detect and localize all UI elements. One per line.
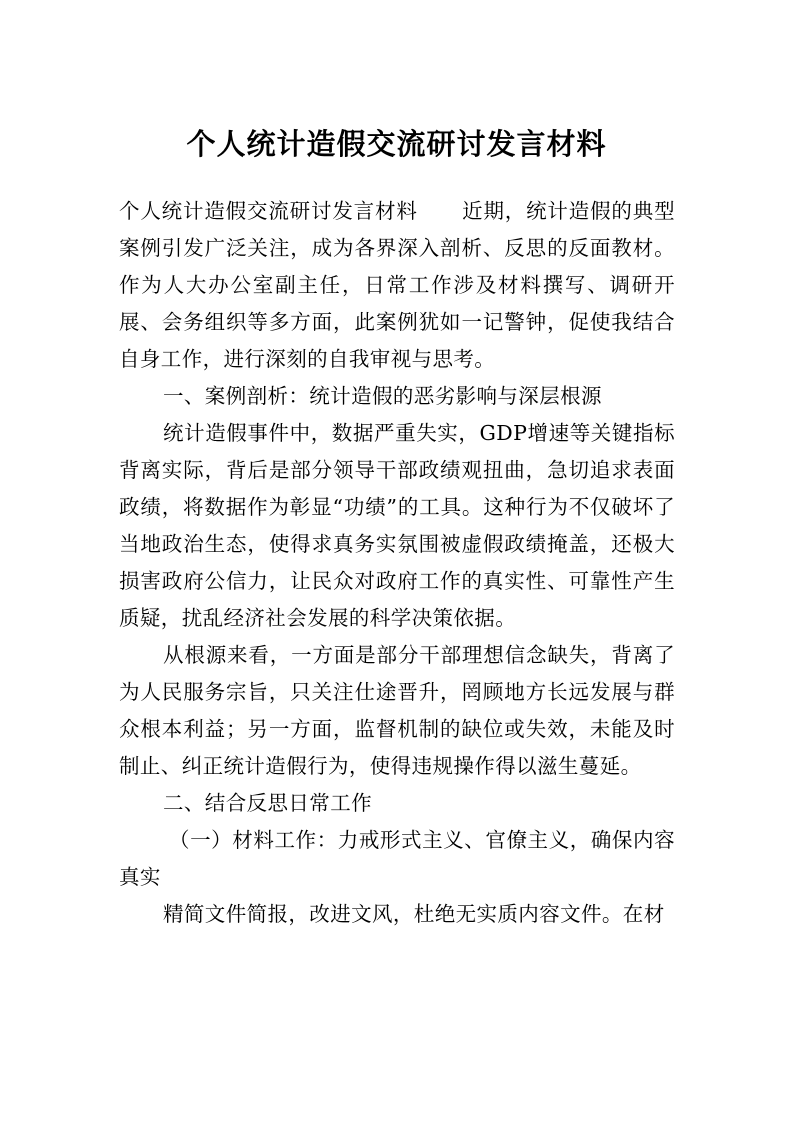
intro-lead: 个人统计造假交流研讨发言材料 (119, 199, 418, 223)
document-title: 个人统计造假交流研讨发言材料 (186, 127, 607, 161)
section1-paragraph-1: 统计造假事件中，数据严重失实，GDP增速等关键指标背离实际，背后是部分领导干部政绩观扭曲，急切追求表面政绩，将数据作为彰显“功绩”的工具。这种行为不仅破坏了当地政治生态，使得求真务实氛围被虚假政绩掩盖，还极大损害政府公信力，让民众对政府工作的真实性、可靠性产生质疑，扰乱经济社会发展的科学决策依据。 (119, 421, 675, 630)
section1-paragraph-2: 从根源来看，一方面是部分干部理想信念缺失，背离了为人民服务宗旨，只关注仕途晋升，罔顾地方长远发展与群众根本利益；另一方面，监督机制的缺位或失效，未能及时制止、纠正统计造假行为，使得违规操作得以滋生蔓延。 (119, 643, 675, 778)
subsection1-paragraph-1: 精简文件简报，改进文风，杜绝无实质内容文件。在材 (163, 902, 665, 926)
subsection1-heading: （一）材料工作：力戒形式主义、官僚主义，确保内容真实 (119, 828, 675, 889)
document-body (119, 193, 675, 933)
intro-paragraph (119, 193, 675, 378)
intro-body: 近期，统计造假的典型案例引发广泛关注，成为各界深入剖析、反思的反面教材。作为人大办公室副主任，日常工作涉及材料撰写、调研开展、会务组织等多方面，此案例犹如一记警钟，促使我结合自身工作，进行深刻的自我审视与思考。 (119, 199, 676, 371)
section2-heading: 二、结合反思日常工作 (163, 791, 372, 815)
section1-heading: 一、案例剖析：统计造假的恶劣影响与深层根源 (163, 384, 602, 408)
